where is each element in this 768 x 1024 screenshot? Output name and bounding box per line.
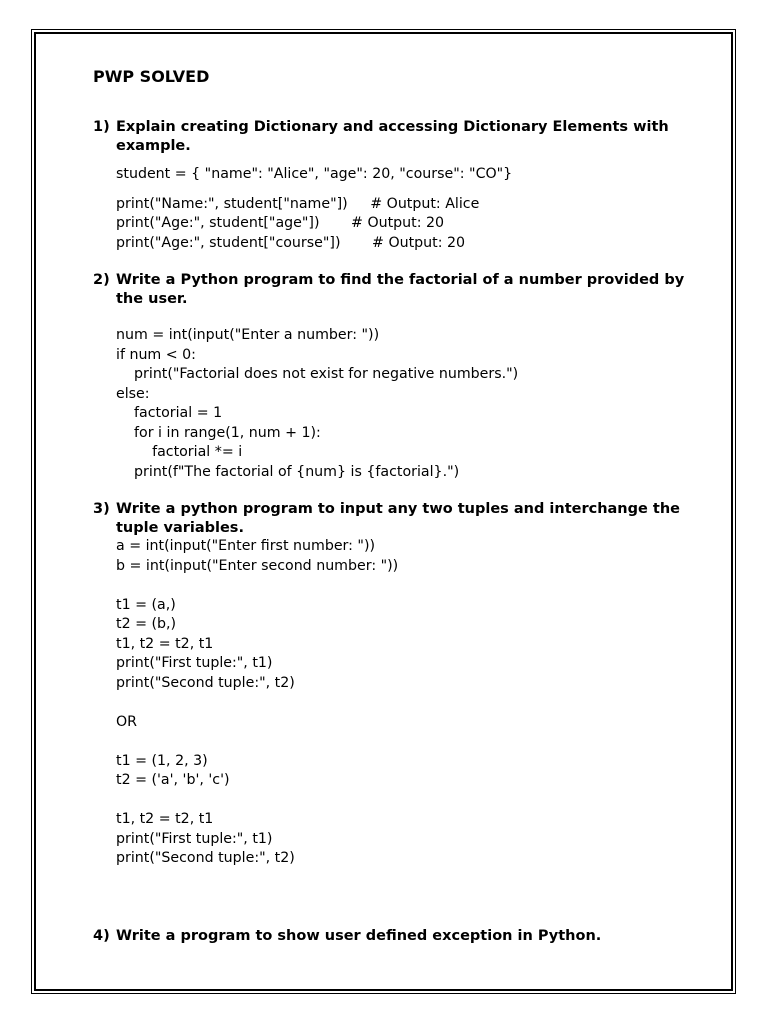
code-line: t1 = (a,) [116, 596, 176, 613]
code-line: t1, t2 = t2, t1 [116, 811, 214, 827]
code-line: print("Second tuple:", t2) [116, 674, 295, 691]
code-line: student = { "name": "Alice", "age": 20, "course": "CO"} [116, 166, 513, 182]
code-line: a = int(input("Enter first number: ")) [116, 538, 376, 554]
document-title: PWP SOLVED [93, 67, 210, 86]
question-text: Explain creating Dictionary and accessing Dictionary Elements with example. [116, 119, 669, 154]
code-line: t1 = (1, 2, 3) [116, 752, 208, 769]
code-line: factorial = 1 [116, 405, 223, 421]
code-line: print("First tuple:", t1) [116, 830, 273, 847]
code-line: print("First tuple:", t1) [116, 655, 273, 671]
document-content [93, 66, 693, 945]
code-line: print(f"The factorial of {num} is {factorial}.") [116, 463, 460, 480]
question-4 [93, 927, 693, 946]
question-number: 1) [93, 119, 110, 135]
code-line: OR [116, 713, 138, 730]
code-line [93, 732, 693, 752]
code-line: if num < 0: [116, 346, 196, 363]
code-line: t2 = ('a', 'b', 'c') [116, 772, 230, 788]
code-line [93, 791, 693, 811]
code-line: b = int(input("Enter second number: ")) [116, 557, 399, 574]
code-line: print("Name:", student["name"]) # Output: Alice [116, 195, 480, 212]
question-1 [93, 118, 693, 155]
code-line: else: [116, 385, 150, 402]
code-line: print("Age:", student["course"]) # Output: 20 [116, 234, 466, 251]
question-number: 2) [93, 272, 110, 288]
question-text: Write a python program to input any two tuples and interchange the tuple variables. [116, 501, 680, 536]
code-line: for i in range(1, num + 1): [116, 424, 321, 441]
question-2 [93, 271, 693, 308]
question-number: 4) [93, 927, 110, 944]
question-text: Write a Python program to find the factorial of a number provided by the user. [116, 272, 685, 307]
question-3 [93, 500, 693, 537]
code-line: num = int(input("Enter a number: ")) [116, 327, 380, 343]
code-line: print("Factorial does not exist for negative numbers.") [116, 366, 519, 382]
code-line: factorial *= i [116, 444, 243, 460]
code-line: t2 = (b,) [116, 616, 177, 632]
code-line: t1, t2 = t2, t1 [116, 635, 214, 652]
question-number: 3) [93, 501, 110, 517]
code-line [93, 576, 693, 596]
code-line [93, 693, 693, 713]
question-text: Write a program to show user defined exception in Python. [116, 927, 602, 944]
code-line: print("Second tuple:", t2) [116, 850, 295, 866]
code-line: print("Age:", student["age"]) # Output: 20 [116, 215, 445, 231]
